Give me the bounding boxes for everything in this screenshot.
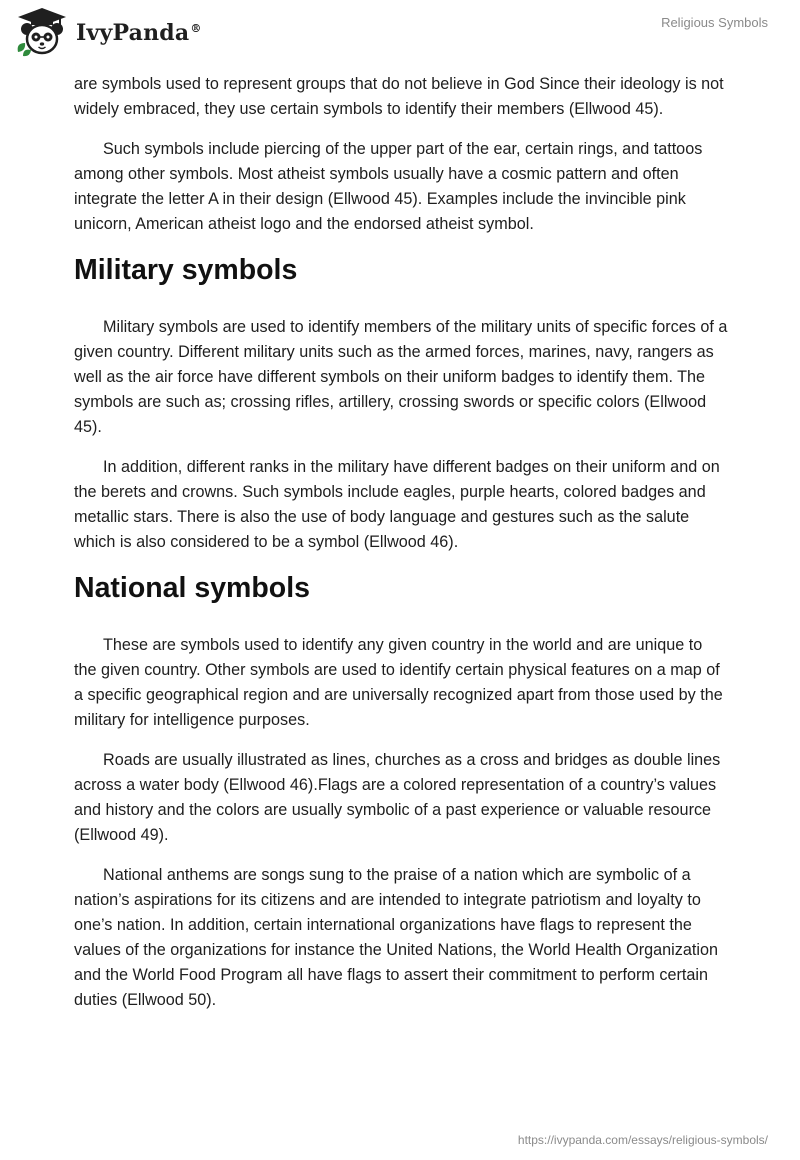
document-title: Religious Symbols — [661, 15, 768, 30]
ivypanda-logo[interactable] — [14, 6, 202, 58]
paragraph-atheist-intro: are symbols used to represent groups that do not believe in God Since their ideology is not widely embraced, they use certain symbols to identify their members (Ellwood 45). — [74, 75, 724, 118]
paragraph-anthems: National anthems are songs sung to the praise of a nation which are symbolic of a nation’s aspirations for its citizens and are intended to integrate patriotism and loyalty to one’s nation. In addition, certain international organizations have flags to represent the values of the organizations for instance the United Nations, the World Health Organization and the World Food Program all have flags to assert their commitment to perform certain duties (Ellwood 50). — [74, 866, 718, 1009]
essay-body — [74, 72, 728, 1028]
paragraph-military-units: Military symbols are used to identify members of the military units of specific forces of a given country. Different military units such as the armed forces, marines, navy, rangers as well as the air force have different symbols on their uniform badges to identify them. The symbols are such as; crossing rifles, artillery, crossing swords or specific colors (Ellwood 45). — [74, 318, 728, 436]
heading-military-symbols: Military symbols — [74, 254, 298, 286]
paragraph-map-flags: Roads are usually illustrated as lines, churches as a cross and bridges as double lines across a water body (Ellwood 46).Flags are a colored representation of a country’s values and history and the colors are usually symbolic of a past experience or valuable resource (Ellwood 49). — [74, 751, 721, 844]
brand-name: IvyPanda® — [76, 20, 202, 46]
source-url[interactable]: https://ivypanda.com/essays/religious-symbols/ — [517, 1133, 768, 1147]
panda-graduate-icon — [14, 6, 70, 58]
paragraph-military-ranks: In addition, different ranks in the military have different badges on their uniform and on the berets and crowns. Such symbols include eagles, purple hearts, colored badges and metallic stars. There is also the use of body language and gestures such as the salute which is also considered to be a symbol (Ellwood 46). — [74, 458, 720, 551]
paragraph-national-intro: These are symbols used to identify any given country in the world and are unique to the given country. Other symbols are used to identify certain physical features on a map of a specific geographical region and are universally recognized apart from those used by the military for intelligence purposes. — [74, 636, 723, 729]
registered-mark: ® — [190, 21, 202, 35]
heading-national-symbols: National symbols — [74, 572, 310, 604]
page-header — [0, 0, 800, 70]
paragraph-atheist-symbols: Such symbols include piercing of the upper part of the ear, certain rings, and tattoos among other symbols. Most atheist symbols usually have a cosmic pattern and often integrate the letter A in their design (Ellwood 45). Examples include the invincible pink unicorn, American atheist logo and the endorsed atheist symbol. — [74, 140, 703, 233]
